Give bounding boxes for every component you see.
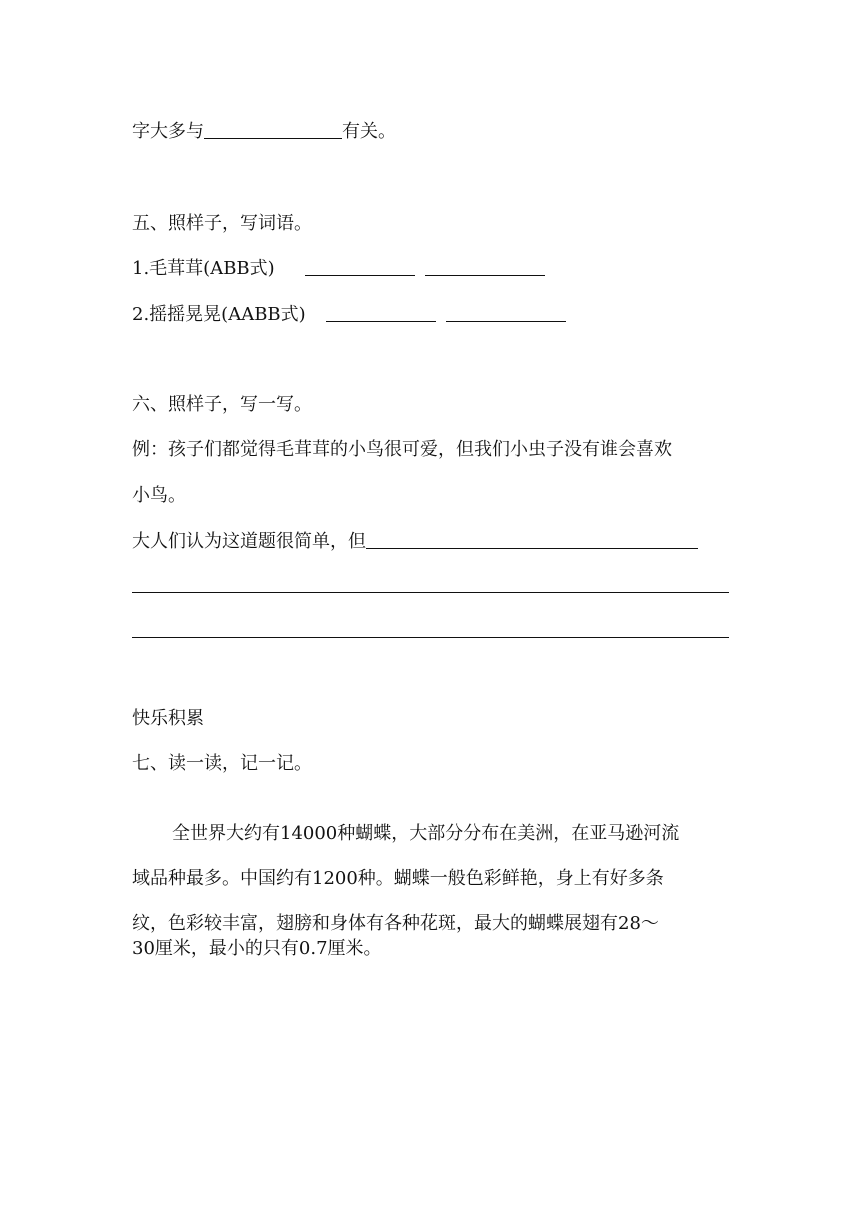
text-before-blank: 字大多与 <box>132 121 204 142</box>
answer-blank[interactable] <box>204 120 342 139</box>
prompt-text: 大人们认为这道题很简单，但 <box>132 531 366 552</box>
fill-blank-line <box>132 120 396 144</box>
item-2-label: 2.摇摇晃晃(AABB式) <box>132 304 306 325</box>
answer-blank-1a[interactable] <box>305 257 415 276</box>
text-after-blank: 有关。 <box>342 121 396 142</box>
prompt-line <box>132 530 698 554</box>
paragraph-line-4: 30厘米，最小的只有0.7厘米。 <box>132 938 382 959</box>
paragraph-line-2: 域品种最多。中国约有1200种。蝴蝶一般色彩鲜艳，身上有好多条 <box>132 868 664 889</box>
answer-blank-prompt[interactable] <box>366 530 698 549</box>
paragraph-line-1: 全世界大约有14000种蝴蝶，大部分分布在美洲，在亚马逊河流 <box>172 823 680 844</box>
section-5-heading: 五、照样子，写词语。 <box>132 213 312 234</box>
item-1-label: 1.毛茸茸(ABB式) <box>132 258 275 279</box>
answer-blank-1b[interactable] <box>425 257 545 276</box>
example-line-1: 例：孩子们都觉得毛茸茸的小鸟很可爱，但我们小虫子没有谁会喜欢 <box>132 439 672 460</box>
answer-line-3[interactable] <box>132 637 729 638</box>
example-line-2: 小鸟。 <box>132 485 186 506</box>
section-7-heading: 七、读一读，记一记。 <box>132 753 312 774</box>
answer-line-2[interactable] <box>132 592 729 593</box>
section-5-item-1 <box>132 257 545 281</box>
answer-blank-2a[interactable] <box>326 303 436 322</box>
paragraph-line-3: 纹，色彩较丰富，翅膀和身体有各种花斑，最大的蝴蝶展翅有28～ <box>132 913 659 934</box>
category-title: 快乐积累 <box>132 708 204 729</box>
section-6-heading: 六、照样子，写一写。 <box>132 394 312 415</box>
section-5-item-2 <box>132 303 566 327</box>
answer-blank-2b[interactable] <box>446 303 566 322</box>
